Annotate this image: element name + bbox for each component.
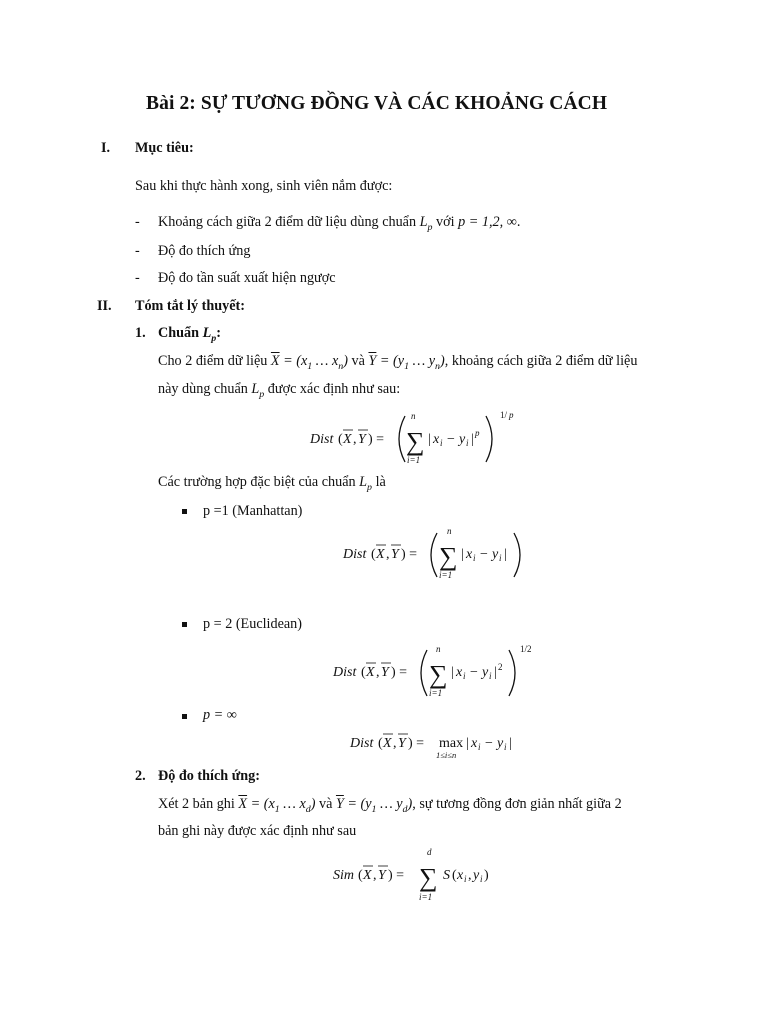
formula-chebyshev: [350, 728, 540, 764]
svg-text:,: ,: [353, 432, 357, 447]
math-lp: $L_p$: [419, 214, 433, 233]
section-2-number: II.: [97, 298, 112, 314]
svg-text:(: (: [338, 432, 343, 447]
svg-text:) =: ) =: [388, 868, 405, 883]
list-item-text: .: [516, 214, 521, 230]
svg-text:x: x: [466, 547, 473, 562]
svg-text:i: i: [466, 438, 469, 448]
svg-text:Dist: Dist: [343, 547, 367, 562]
svg-text:Y: Y: [398, 736, 406, 751]
svg-text:y: y: [497, 736, 504, 751]
svg-text:y: y: [459, 432, 466, 447]
svg-text:Y: Y: [381, 665, 389, 680]
svg-text:1/: 1/: [500, 410, 508, 420]
svg-text:X: X: [366, 665, 375, 680]
svg-text:): ): [484, 868, 489, 883]
subsection-1-number: 1.: [135, 325, 146, 341]
svg-text:x: x: [433, 432, 440, 447]
list-item-dash: -: [135, 243, 140, 259]
svg-text:max: max: [439, 736, 464, 751]
svg-text:Y: Y: [378, 868, 386, 883]
section-1-intro: Sau khi thực hành xong, sinh viên nắm được:: [135, 178, 393, 194]
svg-text:p: p: [475, 428, 480, 438]
svg-text:−: −: [447, 432, 455, 447]
bullet-square-icon: [182, 714, 187, 719]
svg-text:Y: Y: [358, 432, 366, 447]
math-vector-x: $\overline{X} = (x_1$ … $x_d$): [238, 796, 316, 815]
svg-text:(: (: [378, 736, 383, 751]
svg-text:|: |: [461, 547, 464, 562]
list-item-text: với: [432, 214, 459, 230]
svg-text:) =: ) =: [408, 736, 425, 751]
svg-text:X: X: [363, 868, 372, 883]
svg-text:(: (: [371, 547, 376, 562]
svg-text:x: x: [457, 868, 464, 883]
svg-text:y: y: [492, 547, 499, 562]
svg-text:|: |: [466, 736, 469, 751]
section-2-heading: Tóm tắt lý thuyết:: [135, 298, 245, 314]
svg-text:d: d: [427, 847, 432, 857]
svg-text:(: (: [358, 868, 363, 883]
svg-text:|: |: [494, 665, 497, 680]
svg-text:i: i: [478, 742, 481, 752]
svg-text:,: ,: [376, 665, 380, 680]
svg-text:∑: ∑: [419, 863, 438, 892]
formula-euclidean: [333, 640, 553, 702]
math-vector-y: $\overline{Y} = (y_1$ … $y_d$): [335, 796, 413, 815]
formula-manhattan: [343, 525, 533, 587]
svg-text:i: i: [480, 874, 483, 884]
svg-text:,: ,: [386, 547, 390, 562]
svg-text:y: y: [482, 665, 489, 680]
list-item-idf: Độ đo tần suất xuất hiện ngược: [158, 270, 336, 286]
svg-text:|: |: [451, 665, 454, 680]
list-item-dash: -: [135, 214, 140, 230]
svg-text:x: x: [456, 665, 463, 680]
math-lp: $L_p$: [359, 474, 373, 493]
svg-text:|: |: [428, 432, 431, 447]
sim-definition-line-1: Xét 2 bản ghi $\overline{X} = (x_1$ … $x_d$) và $\overline{Y} = (y_1$ … $y_d$), sự tương đồng đơn giản nhất giữa 2: [158, 796, 622, 815]
svg-text:|: |: [509, 736, 512, 751]
math-vector-x: $\overline{X} = (x_1$ … $x_n$): [270, 353, 348, 372]
svg-text:) =: ) =: [368, 432, 385, 447]
math-p-values: p = 1,2, ∞: [458, 214, 517, 230]
svg-text:i: i: [504, 742, 507, 752]
svg-text:X: X: [343, 432, 352, 447]
lp-definition-line-2: này dùng chuẩn $L_p$ được xác định như sau:: [158, 381, 401, 400]
svg-text:∑: ∑: [439, 542, 458, 571]
section-1-heading: Mục tiêu:: [135, 140, 194, 156]
svg-text:i: i: [440, 438, 443, 448]
svg-text:n: n: [447, 526, 452, 536]
math-vector-y: $\overline{Y} = (y_1$ … $y_n$): [368, 353, 445, 372]
svg-text:|: |: [504, 547, 507, 562]
list-item-lp-norm: [158, 214, 520, 231]
svg-text:X: X: [383, 736, 392, 751]
special-cases-intro: Các trường hợp đặc biệt của chuẩn $L_p$ là: [158, 474, 386, 493]
svg-text:2: 2: [498, 662, 503, 672]
subsection-1-label: Chuẩn: [158, 325, 200, 341]
svg-text:n: n: [411, 411, 416, 421]
svg-text:(: (: [452, 868, 457, 883]
svg-text:n: n: [436, 644, 441, 654]
lp-definition-line-1: Cho 2 điểm dữ liệu $\overline{X} = (x_1$ … $x_n$) và $\overline{Y} = (y_1$ … $y_n$), khoảng cách giữa 2 điểm dữ liệu: [158, 353, 638, 372]
subsection-2-number: 2.: [135, 768, 146, 784]
svg-text:Dist: Dist: [333, 665, 357, 680]
list-item-adaptive: Độ đo thích ứng: [158, 243, 251, 259]
case-manhattan-label: p =1 (Manhattan): [203, 503, 303, 519]
svg-text:1/2: 1/2: [520, 644, 532, 654]
svg-text:i=1: i=1: [429, 688, 443, 698]
svg-text:(: (: [361, 665, 366, 680]
svg-text:1≤i≤n: 1≤i≤n: [436, 750, 457, 760]
svg-text:i=1: i=1: [439, 570, 453, 580]
svg-text:Dist: Dist: [350, 736, 374, 751]
subsection-1-heading: Chuẩn $L_p$:: [158, 325, 221, 344]
list-item-dash: -: [135, 270, 140, 286]
subsection-2-heading: Độ đo thích ứng:: [158, 768, 260, 784]
sim-definition-line-2: bản ghi này được xác định như sau: [158, 823, 357, 839]
svg-text:Y: Y: [391, 547, 399, 562]
svg-text:p: p: [509, 410, 514, 420]
bullet-square-icon: [182, 509, 187, 514]
math-lp: $L_p$: [251, 381, 265, 400]
case-infinity-label: p = ∞: [203, 707, 237, 723]
svg-text:i=1: i=1: [407, 455, 421, 465]
svg-text:y: y: [473, 868, 480, 883]
svg-text:Dist: Dist: [310, 432, 334, 447]
svg-text:X: X: [376, 547, 385, 562]
svg-text:,: ,: [373, 868, 377, 883]
svg-text:,: ,: [468, 868, 472, 883]
math-lp: $L_p$: [202, 325, 217, 344]
svg-text:) =: ) =: [391, 665, 408, 680]
svg-text:i: i: [489, 671, 492, 681]
bullet-square-icon: [182, 622, 187, 627]
case-euclidean-label: p = 2 (Euclidean): [203, 616, 303, 632]
svg-text:−: −: [480, 547, 488, 562]
svg-text:i: i: [473, 553, 476, 563]
svg-text:Sim: Sim: [333, 868, 354, 883]
svg-text:x: x: [471, 736, 478, 751]
svg-text:−: −: [485, 736, 493, 751]
svg-text:S: S: [443, 868, 450, 883]
svg-text:i: i: [463, 671, 466, 681]
svg-text:−: −: [470, 665, 478, 680]
svg-text:i: i: [499, 553, 502, 563]
svg-text:,: ,: [393, 736, 397, 751]
formula-similarity: [333, 845, 513, 907]
svg-text:) =: ) =: [401, 547, 418, 562]
page-title: Bài 2: SỰ TƯƠNG ĐỒNG VÀ CÁC KHOẢNG CÁCH: [146, 93, 608, 114]
svg-text:i=1: i=1: [419, 892, 433, 902]
svg-text:|: |: [471, 432, 474, 447]
formula-lp-distance: [310, 408, 540, 470]
list-item-text: Khoảng cách giữa 2 điểm dữ liệu dùng chuẩn: [158, 214, 417, 230]
svg-text:∑: ∑: [429, 660, 448, 689]
section-1-number: I.: [101, 140, 111, 156]
svg-text:∑: ∑: [406, 427, 425, 456]
svg-text:i: i: [464, 874, 467, 884]
